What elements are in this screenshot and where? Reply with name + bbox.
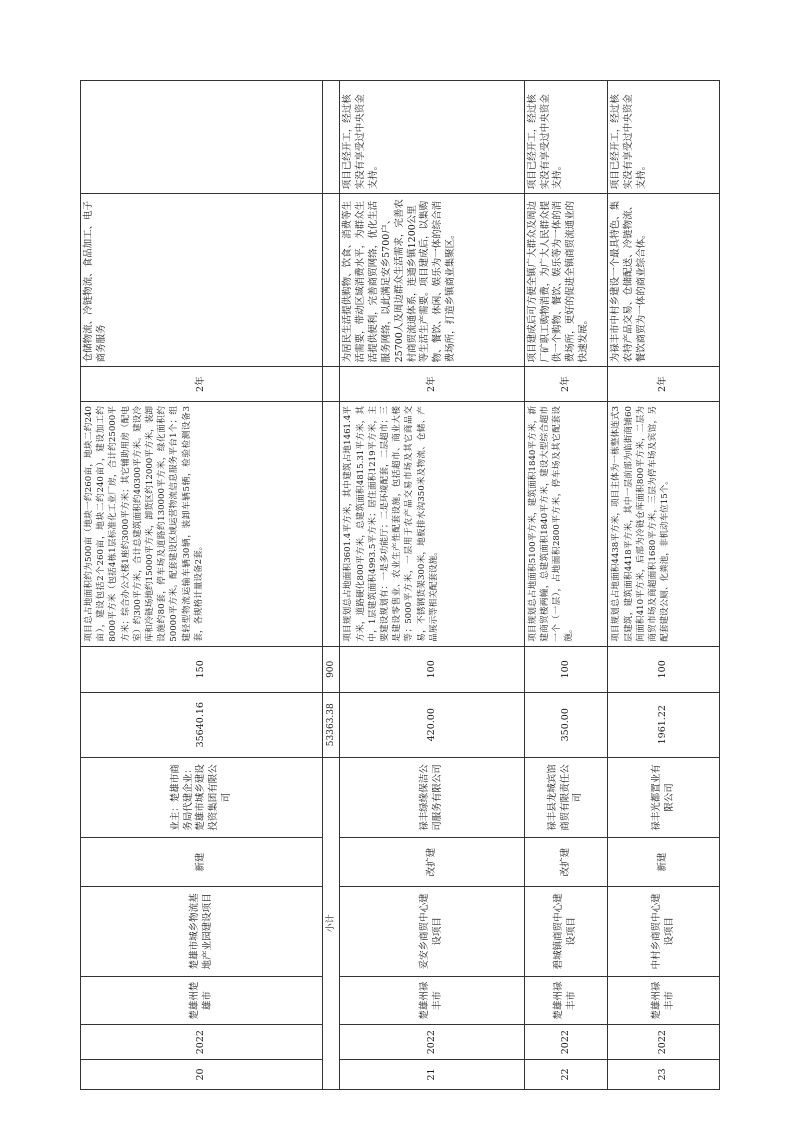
row-build-type: 改扩建 [340,838,524,886]
row-central-fund: 100 [608,646,720,692]
subtotal-total-investment: 53363.38 [323,692,340,757]
row-note: 项目已经开工，经过核实没有享受过中央资金支持。 [340,81,524,194]
table-row [340,81,524,1090]
project-table [80,80,720,1090]
row-project-name: 楚雄市城乡物流基地产业园建设项目 [81,886,323,976]
row-note [81,81,323,194]
row-location: 楚雄州禄丰市 [524,976,608,1024]
row-central-fund: 100 [524,646,608,692]
table-row [524,81,608,1090]
row-construction-content: 项目总占地面积约为500亩（地块一约260亩，地块二约240亩），建设包括2个260亩，地块二约240亩），建设加工约8000平方米（包括4栋1层标准化工业厂房，合计约25000平方米；综合办公大楼1座约3000平方米；其它辅助用房（配电室）约300平方米，合计总建筑面积约40300平方米。建设冷库和冷链场地约15000平方米，卸货区约12000平方米，装卸设施约80套，停车场及道路约130000平方米，绿化面积约50000平方米。配套建设区域运营物流信息服务平台1个；组建轻型物流运输车辆30辆，装卸车辆5辆，检验检测设备3套，各规格计量设备2套。 [81,402,323,647]
row-year: 2022 [608,1025,720,1060]
subtotal-central-fund: 900 [323,646,340,692]
row-year: 2022 [81,1025,323,1060]
row-central-fund: 150 [81,646,323,692]
rotated-table-page [80,80,720,1090]
row-period: 2年 [81,367,323,402]
row-construction-content: 项目规划总占地面积4438平方米，项目主体为一栋整体连式3层建筑，建筑面积4418平方米，其中一层前部为临街商铺60间面积410平方米，后部为冷链仓库面积800平方米，二层为商贸市场及商超面积1680平方米，三层为停车场及宾馆，另配套建设公厕、化粪池，非机动车位15个。 [608,402,720,647]
subtotal-label: 小计 [323,757,340,1089]
row-period: 2年 [524,367,608,402]
row-period: 2年 [608,367,720,402]
row-owner: 禄丰光都置业有限公司 [608,757,720,838]
row-function: 项目建成后可方便全镇广大群众及周边厂矿职工购物消费，为广大人民群众提供一个购物、餐饮、娱乐等为一体的消费场所，更好的促进全镇商贸流通业的快速发展。 [524,194,608,367]
row-project-name: 中村乡商贸中心建设项目 [608,886,720,976]
row-project-name: 碧城镇商贸中心建设项目 [524,886,608,976]
row-total-investment: 350.00 [524,692,608,757]
row-central-fund: 100 [340,646,524,692]
row-note: 项目已经开工，经过核实没有享受过中央资金支持。 [608,81,720,194]
row-number: 21 [340,1059,524,1089]
row-total-investment: 1961.22 [608,692,720,757]
row-function: 为禄丰市中村乡建设一个最具特色、集农特产品交易、仓储配送、冷链物流、餐饮商贸为一体的商业综合体。 [608,194,720,367]
subtotal-row [323,81,340,1090]
row-function: 为居民生活提供购物、饮食、消费等生活需要，带动区域消费水平，为群众生活提供便利，完善商贸网络，优化生活服务网络，以此满足安乡5700户、25700人及周边群众生活需求，完善农村商贸流通体系，连通乡镇1200公里等生活生产需要。项目建成后，以集购物、餐饮、休闲、娱乐为一体的综合消费场所，打造乡镇商业集聚区。 [340,194,524,367]
table-row [608,81,720,1090]
row-construction-content: 项目规划总占地面积3601.4平方米，其中建筑占地1461.4平方米，道路硬化800平方米，总建筑面积4815.31平方米，其中，1层建筑面积4993.5平方米；居住面积1219平方米，主要建设规划有：一是多功能厅；二是环境配套，二层超市；三是建设零售业、农业生产性配套设施，包括超市、商业大楼等；5000平方米，一层用于农产品交易市场及其它商品交易，不锈钢货架300米，地板排水沟350米及物流、仓储、产品展示等相关配套设施。 [340,402,524,647]
row-location: 楚雄州禄丰市 [608,976,720,1024]
row-location: 楚雄州楚雄市 [81,976,323,1024]
row-function: 仓储物流、冷链物流、食品加工、电子商务服务 [81,194,323,367]
row-total-investment: 420.00 [340,692,524,757]
row-total-investment: 35640.16 [81,692,323,757]
row-period: 2年 [340,367,524,402]
row-construction-content: 项目规划总占地面积5100平方米，建筑面积1840平方米，新建商贸楼两幢，总建筑面积1840平方米，建设大型综合超市一个（一层），占地面积2800平方米，停车场及其它配套设施。 [524,402,608,647]
row-number: 22 [524,1059,608,1089]
row-owner: 禄丰县龙城宾馆商贸有限责任公司 [524,757,608,838]
row-owner: 业主：楚雄市商务局代建企业：楚雄市城乡建设投资集团有限公司 [81,757,323,838]
row-number: 23 [608,1059,720,1089]
row-year: 2022 [524,1025,608,1060]
row-number: 20 [81,1059,323,1089]
row-build-type: 新建 [608,838,720,886]
row-year: 2022 [340,1025,524,1060]
row-note: 项目已经开工，经过核实没有享受过中央资金支持。 [524,81,608,194]
row-build-type: 改扩建 [524,838,608,886]
row-owner: 禄丰绿缘保洁公司服务有限公司 [340,757,524,838]
table-row [81,81,323,1090]
row-project-name: 妥安乡商贸中心建设项目 [340,886,524,976]
row-build-type: 新建 [81,838,323,886]
row-location: 楚雄州禄丰市 [340,976,524,1024]
